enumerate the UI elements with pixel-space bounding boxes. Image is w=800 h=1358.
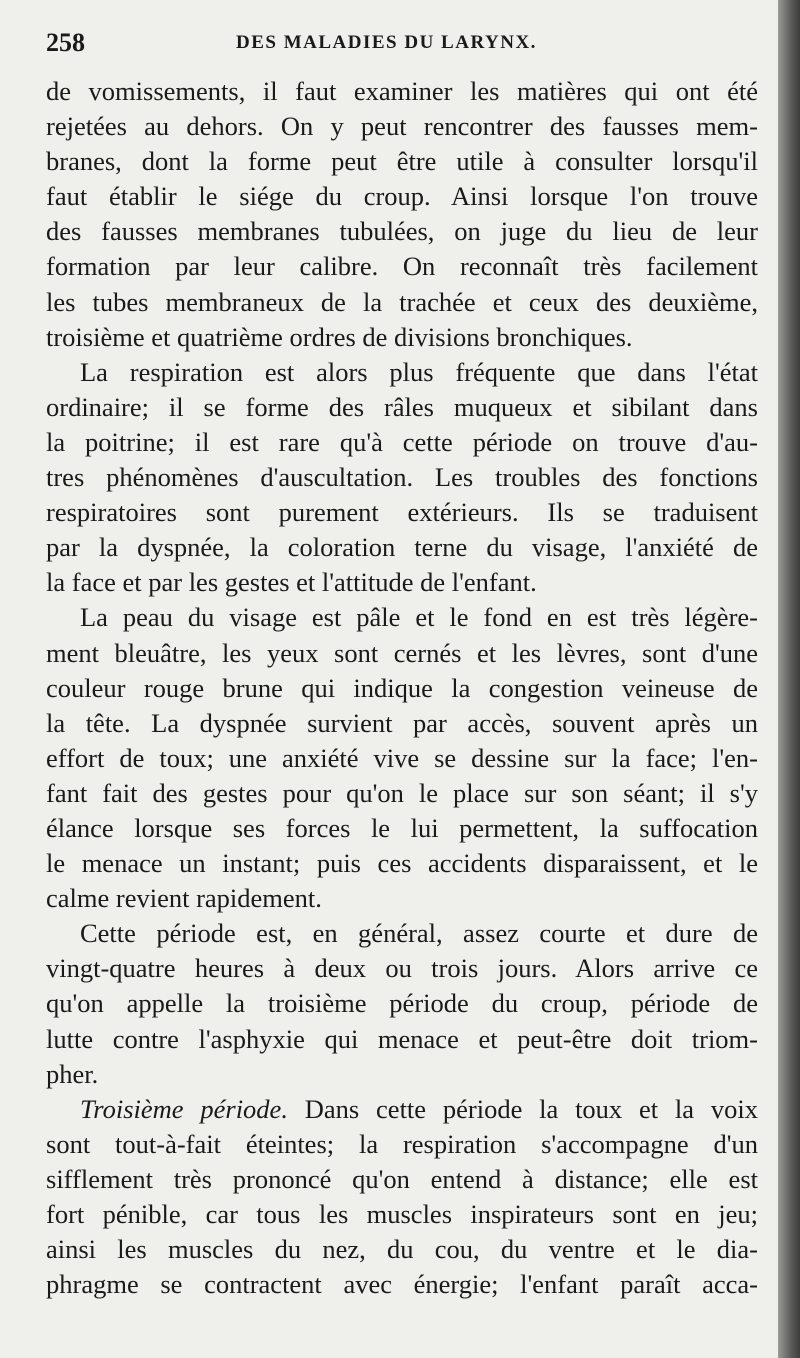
text-line: tres phénomènes d'auscultation. Les troubles des fonctions — [46, 462, 758, 493]
text-line: qu'on appelle la troisième période du croup, période de — [46, 988, 758, 1019]
text-line: le menace un instant; puis ces accidents disparaissent, et le — [46, 848, 758, 879]
paragraph — [46, 600, 758, 916]
text-line: la poitrine; il est rare qu'à cette période on trouve d'au- — [46, 426, 758, 457]
text-line: ment bleuâtre, les yeux sont cernés et les lèvres, sont d'une — [46, 637, 758, 668]
running-head: DES MALADIES DU LARYNX. — [236, 32, 537, 53]
text-fragment: Dans cette période la toux et la voix — [287, 1093, 758, 1124]
text-line: ainsi les muscles du nez, du cou, du ventre et le dia- — [46, 1234, 758, 1265]
text-line: la tête. La dyspnée survient par accès, souvent après un — [46, 707, 758, 738]
text-line: couleur rouge brune qui indique la congestion veineuse de — [46, 672, 758, 703]
text-line: branes, dont la forme peut être utile à consulter lorsqu'il — [46, 146, 758, 177]
page-gutter-shadow — [778, 0, 800, 1358]
body-text — [46, 74, 758, 1302]
paragraph — [46, 74, 758, 355]
text-line: pher. — [46, 1058, 99, 1089]
text-line: ordinaire; il se forme des râles muqueux et sibilant dans — [46, 391, 758, 422]
text-line: respiratoires sont purement extérieurs. Ils se traduisent — [46, 497, 758, 528]
text-line: formation par leur calibre. On reconnaît très facilement — [46, 251, 758, 282]
text-line: fant fait des gestes pour qu'on le place sur son séant; il s'y — [46, 777, 758, 808]
text-line: rejetées au dehors. On y peut rencontrer des fausses mem- — [46, 111, 758, 142]
text-line: sifflement très prononcé qu'on entend à distance; elle est — [46, 1163, 758, 1194]
text-line: troisième et quatrième ordres de divisions bronchiques. — [46, 321, 633, 352]
text-line — [46, 1092, 758, 1127]
section-heading: Troisième période. — [80, 1093, 288, 1124]
paragraph — [46, 1092, 758, 1303]
text-line: les tubes membraneux de la trachée et ceux des deuxième, — [46, 286, 758, 317]
text-line: La respiration est alors plus fréquente que dans l'état — [80, 356, 758, 387]
page-header — [46, 28, 758, 60]
text-line: La peau du visage est pâle et le fond en est très légère- — [80, 602, 758, 633]
text-line: phragme se contractent avec énergie; l'enfant paraît acca- — [46, 1269, 758, 1300]
text-line: Cette période est, en général, assez courte et dure de — [80, 918, 758, 949]
text-line: des fausses membranes tubulées, on juge du lieu de leur — [46, 216, 758, 247]
text-line: faut établir le siége du croup. Ainsi lorsque l'on trouve — [46, 181, 758, 212]
text-line: calme revient rapidement. — [46, 883, 322, 914]
paragraph — [46, 355, 758, 601]
text-line: vingt-quatre heures à deux ou trois jours. Alors arrive ce — [46, 953, 758, 984]
text-line: par la dyspnée, la coloration terne du visage, l'anxiété de — [46, 532, 758, 563]
text-line: de vomissements, il faut examiner les matières qui ont été — [46, 76, 758, 106]
page-number: 258 — [46, 28, 85, 57]
text-line: élance lorsque ses forces le lui permettent, la suffocation — [46, 812, 758, 843]
text-line: la face et par les gestes et l'attitude de l'enfant. — [46, 567, 537, 598]
text-line: sont tout-à-fait éteintes; la respiration s'accompagne d'un — [46, 1128, 758, 1159]
paragraph — [46, 916, 758, 1091]
text-line: effort de toux; une anxiété vive se dessine sur la face; l'en- — [46, 742, 758, 773]
text-line: fort pénible, car tous les muscles inspirateurs sont en jeu; — [46, 1199, 758, 1229]
text-line: lutte contre l'asphyxie qui menace et peut-être doit triom- — [46, 1023, 758, 1054]
